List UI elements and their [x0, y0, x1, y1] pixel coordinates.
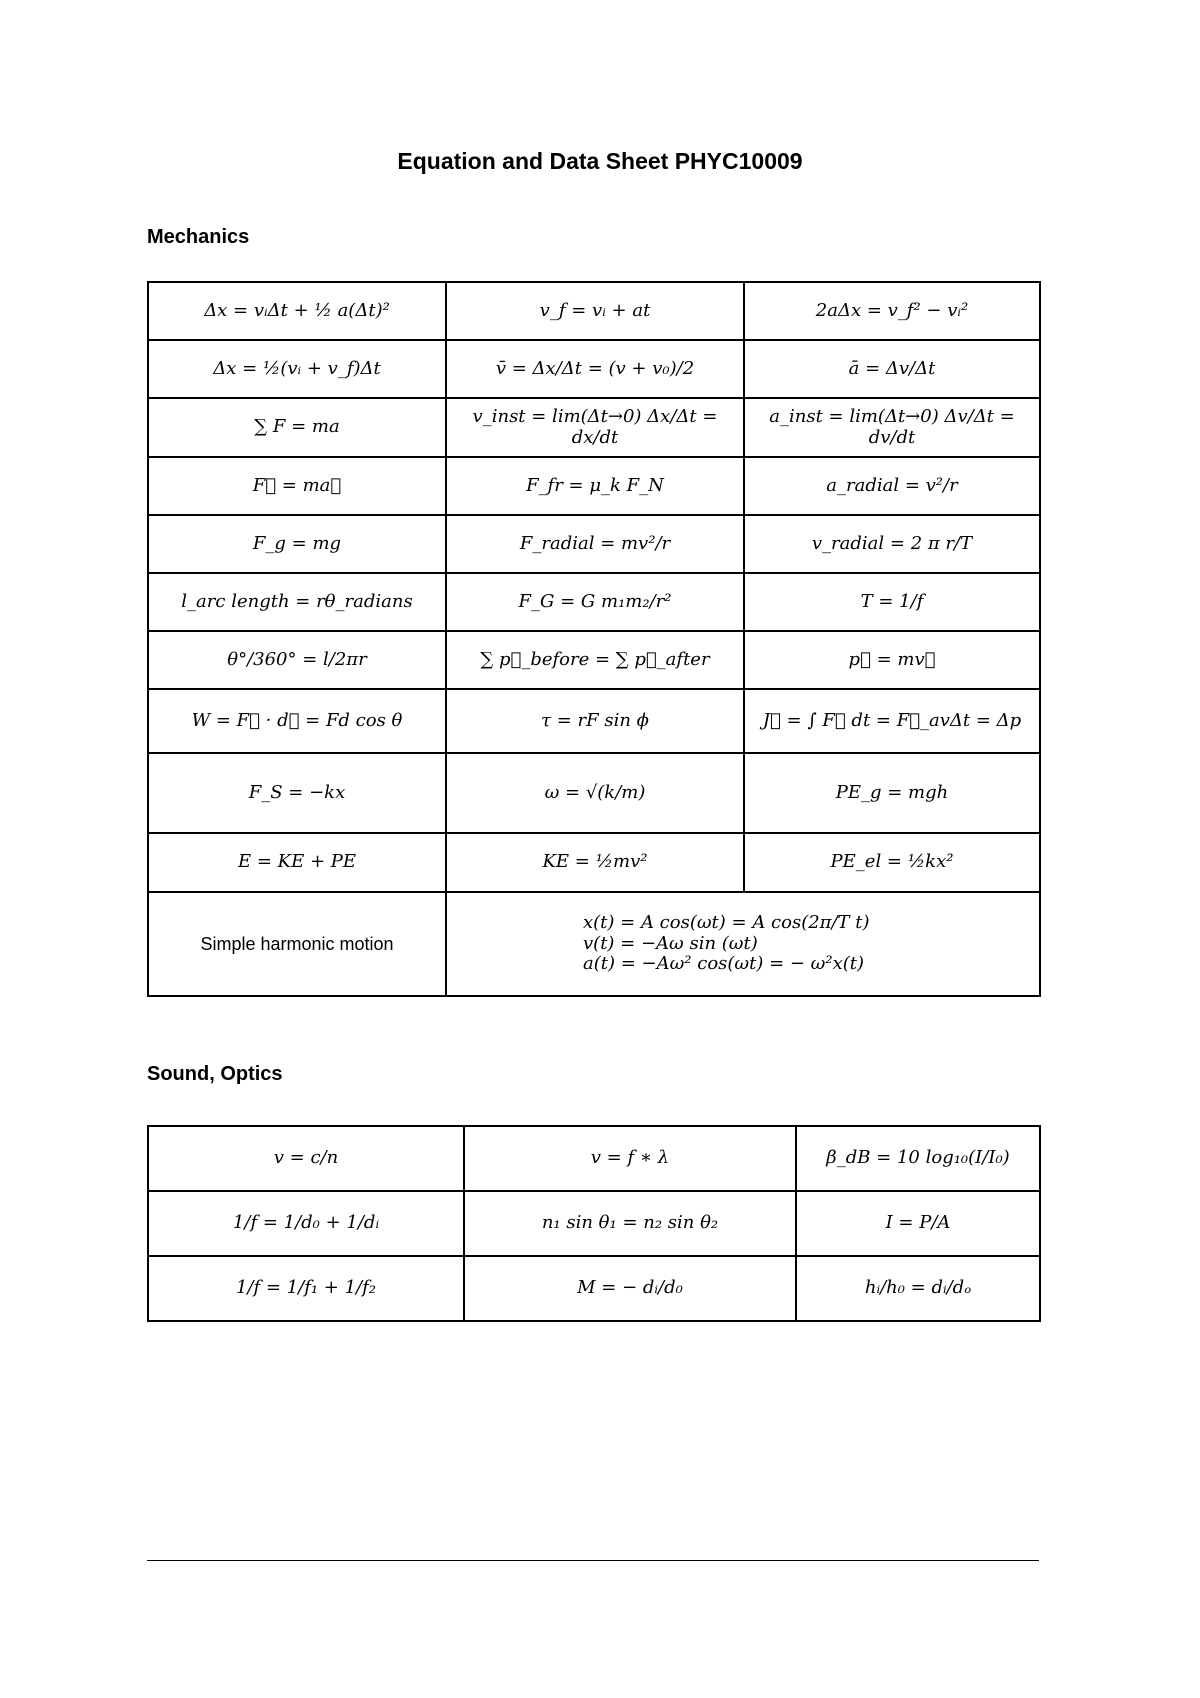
equation-cell: M = − dᵢ/d₀ — [464, 1256, 796, 1321]
table-row — [148, 573, 1040, 631]
equation-cell: n₁ sin θ₁ = n₂ sin θ₂ — [464, 1191, 796, 1256]
page-title: Equation and Data Sheet PHYC10009 — [397, 148, 803, 174]
section-heading-mechanics: Mechanics — [147, 226, 250, 248]
equation-cell: θ°/360° = l/2πr — [148, 631, 446, 689]
equation-cell: F⃗ = ma⃗ — [148, 457, 446, 515]
table-row — [148, 631, 1040, 689]
equation-cell: F_g = mg — [148, 515, 446, 573]
table-row — [148, 340, 1040, 398]
equation-cell: v̄ = Δx/Δt = (v + v₀)/2 — [446, 340, 744, 398]
equation-cell: p⃗ = mv⃗ — [744, 631, 1040, 689]
equation-cell: τ = rF sin ϕ — [446, 689, 744, 753]
table-row — [148, 1126, 1040, 1191]
table-row — [148, 689, 1040, 753]
equation-cell: v = f ∗ λ — [464, 1126, 796, 1191]
equation-cell: ∑ F = ma — [148, 398, 446, 457]
equation-cell: KE = ½mv² — [446, 833, 744, 892]
equation-cell: l_arc length = rθ_radians — [148, 573, 446, 631]
equation-cell: ∑ p⃗_before = ∑ p⃗_after — [446, 631, 744, 689]
shm-equations-cell — [446, 892, 1040, 996]
optics-table — [147, 1125, 1041, 1322]
equation-cell: F_radial = mv²/r — [446, 515, 744, 573]
shm-label-cell: Simple harmonic motion — [148, 892, 446, 996]
table-row — [148, 753, 1040, 833]
table-row — [148, 833, 1040, 892]
shm-position-equation: x(t) = A cos(ωt) = A cos(2π/T t) — [583, 911, 870, 933]
equation-cell: I = P/A — [796, 1191, 1040, 1256]
table-row — [148, 1191, 1040, 1256]
section-heading-sound-optics: Sound, Optics — [147, 1063, 283, 1085]
equation-cell: 2aΔx = v_f² − vᵢ² — [744, 282, 1040, 340]
equation-cell: E = KE + PE — [148, 833, 446, 892]
equation-cell: Δx = ½(vᵢ + v_f)Δt — [148, 340, 446, 398]
mechanics-table — [147, 281, 1041, 997]
equation-cell: 1/f = 1/d₀ + 1/dᵢ — [148, 1191, 464, 1256]
table-row — [148, 282, 1040, 340]
table-row — [148, 1256, 1040, 1321]
equation-cell: hᵢ/h₀ = dᵢ/dₒ — [796, 1256, 1040, 1321]
equation-cell: 1/f = 1/f₁ + 1/f₂ — [148, 1256, 464, 1321]
equation-cell: F_fr = μ_k F_N — [446, 457, 744, 515]
footer-divider — [147, 1560, 1039, 1561]
equation-cell: β_dB = 10 log₁₀(I/I₀) — [796, 1126, 1040, 1191]
equation-cell: a_radial = v²/r — [744, 457, 1040, 515]
equation-cell: v = c/n — [148, 1126, 464, 1191]
equation-cell: v_f = vᵢ + at — [446, 282, 744, 340]
equation-cell: W = F⃗ · d⃗ = Fd cos θ — [148, 689, 446, 753]
equation-cell: F_G = G m₁m₂/r² — [446, 573, 744, 631]
equation-cell: PE_g = mgh — [744, 753, 1040, 833]
table-row — [148, 398, 1040, 457]
equation-cell: ω = √(k/m) — [446, 753, 744, 833]
shm-velocity-equation: v(t) = −Aω sin (ωt) — [583, 932, 758, 954]
table-row — [148, 457, 1040, 515]
equation-cell: J⃗ = ∫ F⃗ dt = F⃗_avΔt = Δp — [744, 689, 1040, 753]
table-row — [148, 515, 1040, 573]
equation-cell: Δx = vᵢΔt + ½ a(Δt)² — [148, 282, 446, 340]
shm-acceleration-equation: a(t) = −Aω² cos(ωt) = − ω²x(t) — [583, 953, 864, 975]
equation-cell: v_radial = 2 π r/T — [744, 515, 1040, 573]
table-row — [148, 892, 1040, 996]
equation-cell: v_inst = lim(Δt→0) Δx/Δt = dx/dt — [446, 398, 744, 457]
equation-cell: PE_el = ½kx² — [744, 833, 1040, 892]
equation-cell: a_inst = lim(Δt→0) Δv/Δt = dv/dt — [744, 398, 1040, 457]
equation-cell: ā = Δv/Δt — [744, 340, 1040, 398]
equation-cell: F_S = −kx — [148, 753, 446, 833]
equation-cell: T = 1/f — [744, 573, 1040, 631]
